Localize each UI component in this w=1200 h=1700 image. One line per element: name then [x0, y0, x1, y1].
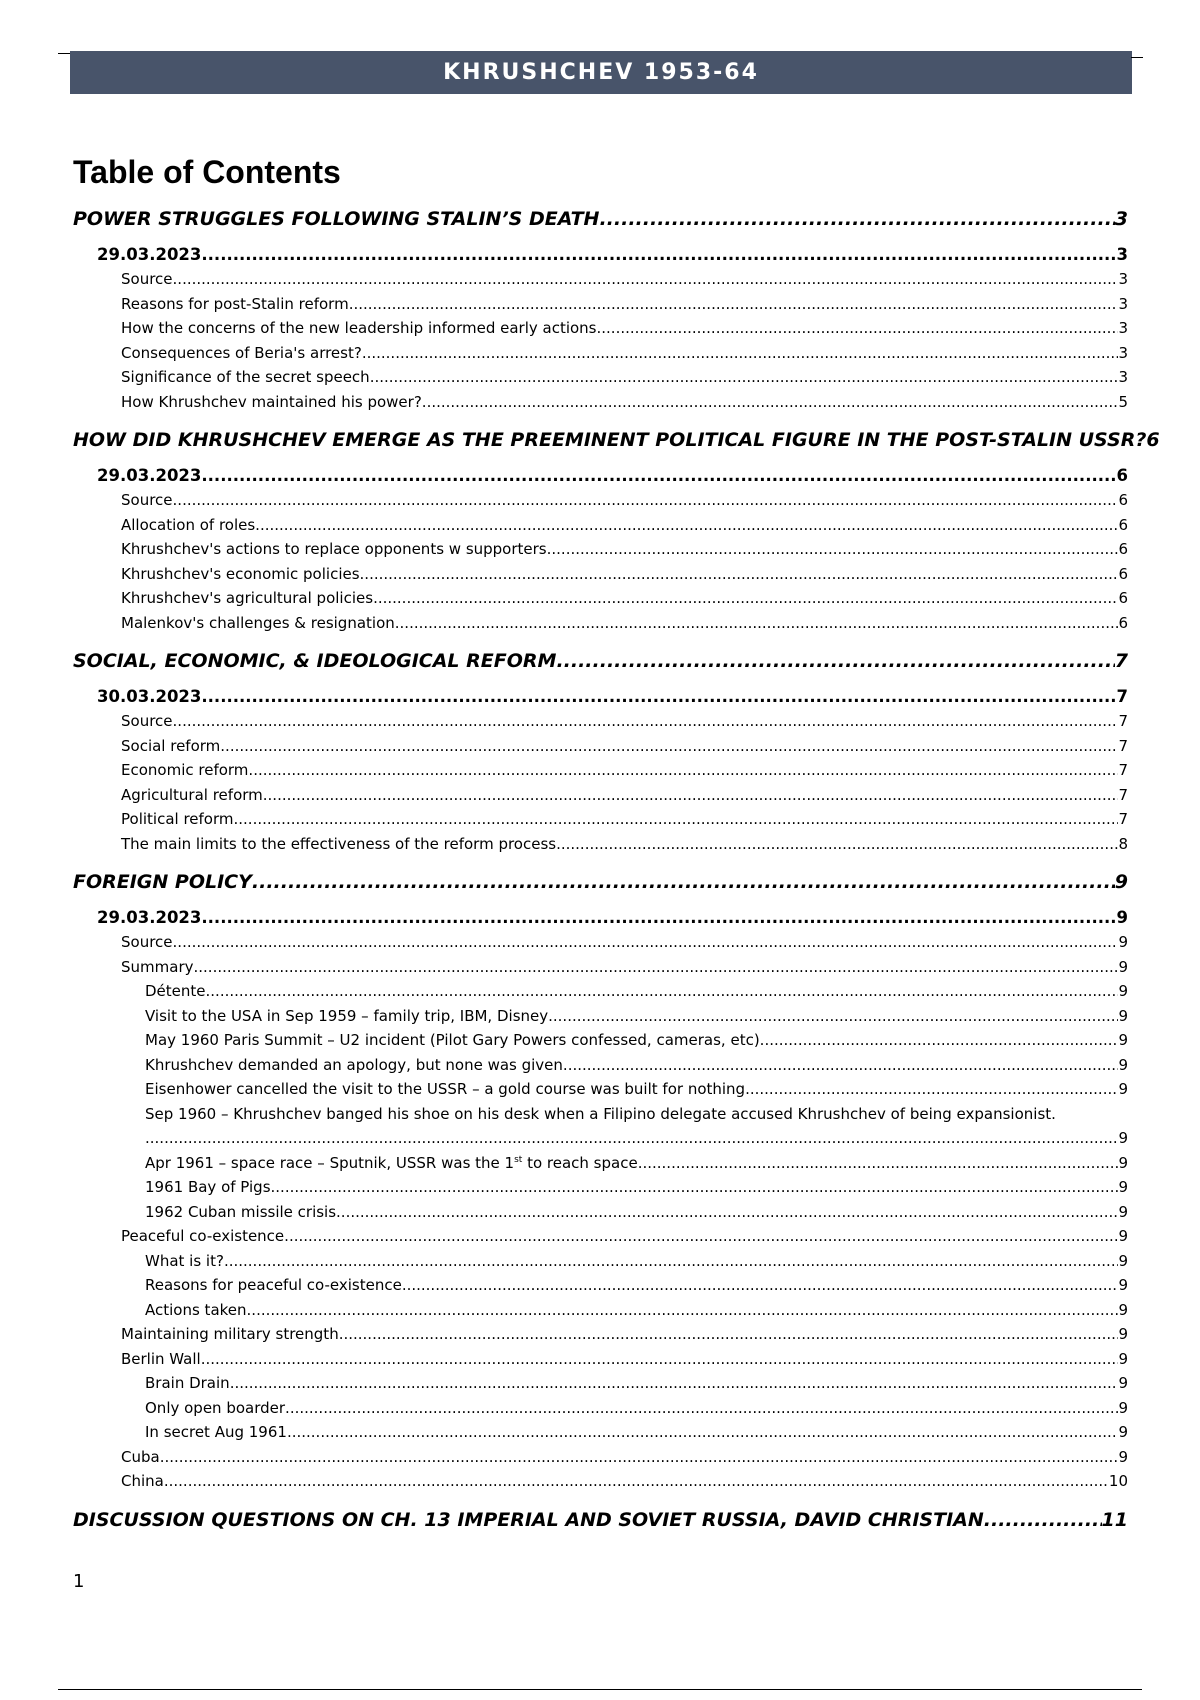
toc-leader-dots [402, 1273, 1119, 1298]
toc-subitem[interactable] [73, 1151, 1128, 1176]
toc-page-number: 6 [1118, 491, 1128, 509]
toc-date-entry[interactable] [73, 242, 1128, 267]
toc-page-number: 10 [1108, 1472, 1128, 1490]
toc-date-label: 30.03.2023 [97, 687, 202, 706]
toc-item[interactable] [73, 611, 1128, 636]
toc-item[interactable] [73, 758, 1128, 783]
toc-leader-dots [360, 562, 1119, 587]
toc-item-label [145, 1151, 638, 1176]
toc-item-label: Sep 1960 – Khrushchev banged his shoe on his desk when a Filipino delegate accused Khrushchev of being expansionist. [145, 1104, 1056, 1123]
table-of-contents [73, 205, 1160, 1534]
toc-item[interactable] [73, 341, 1128, 366]
toc-item-label: Détente [145, 982, 206, 1000]
toc-leader-dots [599, 205, 1114, 233]
toc-leader-dots [252, 868, 1115, 896]
toc-item-label: Agricultural reform [121, 785, 263, 804]
toc-page-number: 7 [1116, 687, 1128, 706]
toc-page-number: 6 [1118, 515, 1128, 534]
toc-subitem[interactable] [73, 1004, 1128, 1029]
toc-page-number: 6 [1116, 466, 1128, 485]
toc-page-number: 7 [1118, 761, 1128, 779]
toc-leader-dots [173, 709, 1119, 734]
toc-page-number: 3 [1116, 245, 1128, 264]
toc-item-label-sup: st [514, 1154, 523, 1165]
toc-page-number: 9 [1118, 1374, 1128, 1392]
toc-subitem-wrapped[interactable] [73, 1102, 1128, 1151]
toc-leader-dots [263, 783, 1119, 808]
toc-page-number: 7 [1118, 712, 1128, 730]
toc-page-number: 9 [1118, 1398, 1128, 1417]
toc-leader-dots [556, 832, 1118, 857]
toc-item-label: Only open boarder [145, 1398, 286, 1417]
toc-heading: Table of Contents [73, 154, 341, 190]
toc-leader-dots [638, 1151, 1119, 1176]
toc-subitem[interactable] [73, 1200, 1128, 1225]
toc-leader-dots [145, 1126, 1118, 1151]
toc-date-entry[interactable] [73, 905, 1128, 930]
toc-page-number: 9 [1118, 1153, 1128, 1172]
toc-page-number: 9 [1118, 1031, 1128, 1049]
toc-leader-dots [745, 1077, 1118, 1102]
toc-item-label: Social reform [121, 736, 221, 755]
toc-leader-dots [194, 955, 1119, 980]
toc-item-label: The main limits to the effectiveness of the reform process [121, 834, 557, 853]
toc-leader-dots [556, 647, 1114, 675]
toc-item-label: 1962 Cuban missile crisis [145, 1202, 337, 1221]
toc-page-number: 3 [1114, 208, 1128, 230]
toc-page-number: 9 [1118, 982, 1128, 1000]
toc-page-number: 6 [1146, 429, 1160, 451]
toc-leader-dots [173, 488, 1119, 513]
toc-item[interactable] [73, 316, 1128, 341]
toc-page-number: 6 [1118, 540, 1128, 558]
toc-subitem[interactable] [73, 1420, 1128, 1445]
toc-page-number: 9 [1118, 1300, 1128, 1319]
toc-page-number: 9 [1114, 871, 1128, 893]
toc-section-social-economic-reform[interactable] [73, 647, 1128, 675]
toc-leader-dots [760, 1028, 1119, 1053]
toc-item[interactable] [73, 1445, 1128, 1470]
toc-subitem[interactable] [73, 1175, 1128, 1200]
toc-item-label: Visit to the USA in Sep 1959 – family trip, IBM, Disney [145, 1006, 549, 1025]
toc-page-number: 7 [1118, 810, 1128, 828]
toc-item-label: Consequences of Beria's arrest? [121, 343, 362, 362]
toc-page-number: 7 [1118, 785, 1128, 804]
toc-subitem[interactable] [73, 1298, 1128, 1323]
toc-item-label: Malenkov's challenges & resignation [121, 613, 395, 632]
toc-item-label: Khrushchev demanded an apology, but none was given [145, 1055, 563, 1074]
toc-leader-dots [201, 463, 1116, 488]
toc-subitem[interactable] [73, 1371, 1128, 1396]
toc-item-label: In secret Aug 1961 [145, 1423, 287, 1441]
toc-subitem[interactable] [73, 979, 1128, 1004]
toc-item-label: Source [121, 933, 173, 951]
toc-item[interactable] [73, 930, 1128, 955]
toc-leader-dots [362, 341, 1119, 366]
toc-item-label: What is it? [145, 1251, 224, 1270]
toc-item-label: Brain Drain [145, 1374, 230, 1392]
toc-item[interactable] [73, 365, 1128, 390]
toc-leader-dots [349, 292, 1119, 317]
toc-subitem[interactable] [73, 1028, 1128, 1053]
toc-page-number: 9 [1118, 1129, 1128, 1147]
toc-date-entry[interactable] [73, 463, 1128, 488]
toc-page-number: 9 [1118, 1006, 1128, 1025]
toc-leader-dots [548, 1004, 1118, 1029]
toc-page-number: 9 [1118, 1447, 1128, 1466]
toc-leader-dots [206, 979, 1119, 1004]
toc-item[interactable] [73, 586, 1128, 611]
toc-date-label: 29.03.2023 [97, 466, 202, 485]
toc-item-label: Reasons for peaceful co-existence [145, 1276, 402, 1294]
toc-item-label: Khrushchev's agricultural policies [121, 589, 374, 607]
toc-item-label: Actions taken [145, 1300, 247, 1319]
toc-page-number: 9 [1118, 933, 1128, 951]
toc-item-label: Significance of the secret speech [121, 368, 370, 386]
toc-leader-dots [160, 1445, 1119, 1470]
toc-leader-dots [234, 807, 1119, 832]
toc-subitem[interactable] [73, 1396, 1128, 1421]
toc-page-number: 9 [1118, 1423, 1128, 1441]
toc-item-label: Source [121, 712, 173, 730]
toc-subitem[interactable] [73, 1053, 1128, 1078]
toc-section-power-struggles[interactable] [73, 205, 1128, 233]
toc-item[interactable] [73, 292, 1128, 317]
toc-item-label: Allocation of roles [121, 515, 256, 534]
toc-page-number: 5 [1118, 392, 1128, 411]
toc-item-label: Maintaining military strength [121, 1325, 339, 1343]
toc-leader-dots [201, 905, 1116, 930]
toc-subitem[interactable] [73, 1249, 1128, 1274]
toc-page-number: 3 [1118, 368, 1128, 386]
toc-item-label: May 1960 Paris Summit – U2 incident (Pilot Gary Powers confessed, cameras, etc) [145, 1031, 760, 1049]
toc-item[interactable] [73, 1322, 1128, 1347]
toc-item[interactable] [73, 734, 1128, 759]
toc-leader-dots [284, 1224, 1118, 1249]
toc-leader-dots [248, 758, 1118, 783]
toc-item[interactable] [73, 832, 1128, 857]
toc-page-number: 3 [1118, 270, 1128, 288]
toc-page-number: 3 [1118, 319, 1128, 337]
toc-page-number: 9 [1118, 1349, 1128, 1368]
toc-date-label: 29.03.2023 [97, 908, 202, 927]
toc-item-label: Summary [121, 957, 194, 976]
toc-date-entry[interactable] [73, 684, 1128, 709]
toc-page-number: 9 [1118, 957, 1128, 976]
toc-page-number: 3 [1118, 294, 1128, 313]
toc-leader-dots [373, 586, 1118, 611]
toc-page-number: 9 [1118, 1325, 1128, 1343]
toc-item-label: Eisenhower cancelled the visit to the USSR – a gold course was built for nothing [145, 1080, 746, 1098]
toc-section-title: HOW DID KHRUSHCHEV EMERGE AS THE PREEMINENT POLITICAL FIGURE IN THE POST-STALIN USSR? [73, 429, 1147, 451]
toc-page-number: 9 [1116, 908, 1128, 927]
toc-leader-dots [247, 1298, 1119, 1323]
toc-leader-dots [563, 1053, 1119, 1078]
toc-page-number: 8 [1118, 834, 1128, 853]
toc-section-title: SOCIAL, ECONOMIC, & IDEOLOGICAL REFORM [73, 650, 557, 672]
toc-item-label: China [121, 1472, 164, 1490]
toc-item-label: Berlin Wall [121, 1349, 201, 1368]
toc-page-number: 6 [1118, 589, 1128, 607]
toc-page-number: 9 [1118, 1055, 1128, 1074]
toc-leader-dots [339, 1322, 1119, 1347]
toc-leader-dots [547, 537, 1119, 562]
toc-page-number: 9 [1118, 1227, 1128, 1245]
toc-leader-dots [984, 1506, 1102, 1534]
toc-item-label: Peaceful co-existence [121, 1227, 285, 1245]
toc-page-number: 7 [1118, 736, 1128, 755]
toc-date-label: 29.03.2023 [97, 245, 202, 264]
toc-item[interactable] [73, 1347, 1128, 1372]
toc-item-label: Source [121, 491, 173, 509]
page-number: 1 [73, 1571, 85, 1592]
toc-leader-dots [422, 390, 1119, 415]
toc-item[interactable] [73, 537, 1128, 562]
toc-leader-dots [201, 242, 1116, 267]
document-header-banner [70, 51, 1132, 94]
toc-page-number: 9 [1118, 1080, 1128, 1098]
toc-item[interactable] [73, 807, 1128, 832]
toc-section-khrushchev-emerge[interactable] [73, 426, 1160, 454]
toc-section-title: POWER STRUGGLES FOLLOWING STALIN’S DEATH [73, 208, 600, 230]
toc-item[interactable] [73, 562, 1128, 587]
toc-item-continuation [145, 1126, 1128, 1151]
toc-item-label: How the concerns of the new leadership informed early actions [121, 319, 597, 337]
header-rule-left [58, 53, 70, 54]
toc-leader-dots [220, 734, 1118, 759]
toc-subitem[interactable] [73, 1077, 1128, 1102]
toc-section-title: FOREIGN POLICY [73, 871, 252, 893]
toc-leader-dots [395, 611, 1119, 636]
toc-item-label: Reasons for post-Stalin reform [121, 294, 349, 313]
toc-item-label: Source [121, 270, 173, 288]
toc-leader-dots [230, 1371, 1119, 1396]
toc-page-number: 6 [1118, 564, 1128, 583]
toc-leader-dots [173, 930, 1119, 955]
toc-page-number: 9 [1118, 1276, 1128, 1294]
toc-leader-dots [370, 365, 1119, 390]
toc-page-number: 6 [1118, 613, 1128, 632]
toc-item-label: Khrushchev's economic policies [121, 564, 360, 583]
toc-item[interactable] [73, 1469, 1128, 1494]
toc-item-label: Political reform [121, 810, 234, 828]
toc-item-label-post: to reach space [522, 1153, 638, 1172]
toc-item[interactable] [73, 267, 1128, 292]
toc-section-foreign-policy[interactable] [73, 868, 1128, 896]
toc-leader-dots [271, 1175, 1119, 1200]
toc-leader-dots [201, 684, 1116, 709]
toc-item-label: How Khrushchev maintained his power? [121, 392, 422, 411]
toc-page-number: 3 [1118, 343, 1128, 362]
toc-leader-dots [255, 513, 1118, 538]
toc-item-label: Economic reform [121, 761, 249, 779]
toc-leader-dots [164, 1469, 1109, 1494]
document-title: KHRUSHCHEV 1953-64 [443, 60, 759, 85]
toc-leader-dots [224, 1249, 1119, 1274]
toc-leader-dots [336, 1200, 1118, 1225]
toc-page-number: 9 [1118, 1251, 1128, 1270]
toc-item-label-pre: Apr 1961 – space race – Sputnik, USSR was the 1 [145, 1153, 515, 1172]
toc-subitem[interactable] [73, 1273, 1128, 1298]
toc-page-number: 7 [1114, 650, 1128, 672]
toc-leader-dots [285, 1396, 1118, 1421]
toc-section-discussion-questions[interactable] [73, 1506, 1128, 1534]
toc-leader-dots [597, 316, 1119, 341]
footer-rule [58, 1689, 1142, 1690]
toc-section-title: DISCUSSION QUESTIONS ON CH. 13 IMPERIAL AND SOVIET RUSSIA, DAVID CHRISTIAN [73, 1508, 984, 1531]
toc-item-label: Cuba [121, 1447, 160, 1466]
toc-page-number: 9 [1118, 1178, 1128, 1196]
toc-item-label: 1961 Bay of Pigs [145, 1178, 271, 1196]
toc-leader-dots [201, 1347, 1119, 1372]
toc-item[interactable] [73, 955, 1128, 980]
toc-page-number: 11 [1101, 1508, 1128, 1531]
toc-item[interactable] [73, 390, 1128, 415]
toc-page-number: 9 [1118, 1202, 1128, 1221]
toc-item[interactable] [73, 783, 1128, 808]
toc-item[interactable] [73, 513, 1128, 538]
toc-item-label: Khrushchev's actions to replace opponents w supporters [121, 540, 547, 558]
toc-item[interactable] [73, 1224, 1128, 1249]
header-rule-right [1131, 57, 1143, 58]
toc-leader-dots [287, 1420, 1119, 1445]
toc-leader-dots [173, 267, 1119, 292]
toc-item[interactable] [73, 488, 1128, 513]
toc-item[interactable] [73, 709, 1128, 734]
